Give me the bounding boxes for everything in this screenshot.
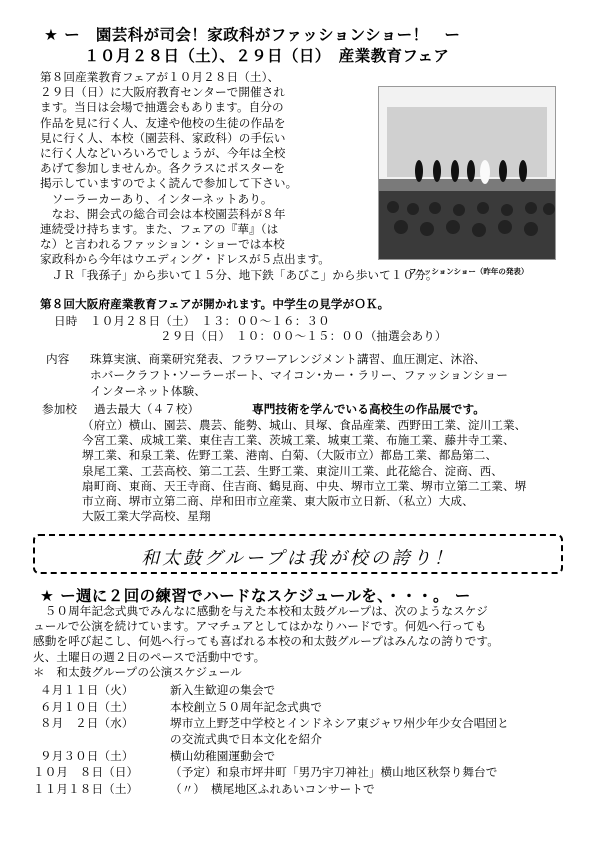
article2-body (33, 604, 499, 665)
article1-line: ます。当日は会場で抽選会もあります。自分の (40, 100, 284, 115)
event-date: １１月１８日（土） (33, 782, 139, 796)
article2-headline: ★ ー週に２回の練習でハードなスケジュールを、・・・。 ー (40, 587, 471, 605)
school-line: 扇町商、東商、天王寺商、住吉商、鶴見商、中央、堺市立工業、堺市立第二工業、堺 (82, 478, 527, 493)
article1-line: 第８回産業教育フェアが１０月２８日（土）、 (40, 70, 280, 84)
school-line: 今宮工業、成城工業、東住吉工業、茨城工業、城東工業、布施工業、藤井寺工業、 (82, 433, 515, 448)
school-line: 泉尾工業、工芸高校、第二工芸、生野工業、東淀川工業、此花総合、淀商、西、 (82, 463, 503, 478)
taiko-banner (33, 534, 563, 574)
event-text: 堺市立上野芝中学校とインドネシア東ジャワ州少年少女合唱団と (170, 716, 509, 730)
event-date: ８月 ２日（水） (40, 716, 134, 730)
content-label: 内容 (46, 352, 70, 366)
article1-line: 掲示していますのでよく読んで参加して下さい。 (40, 176, 298, 191)
content-line: インターネット体験、 (90, 384, 206, 398)
article2-line: ５０周年記念式典でみんなに感動を与えた本校和太鼓グループは、次のようなスケジ (33, 604, 488, 618)
event-text: 横山幼稚園運動会で (170, 749, 276, 763)
content-line: 珠算実演、商業研究発表、フラワーアレンジメント講習、血圧測定、沐浴、 (90, 352, 486, 366)
content-line: ホバークラフト･ソーラーボート、マイコン･カー・ラリー、ファッションショー (90, 368, 508, 382)
school-line: 堺工業、和泉工業、佐野工業、港南、白菊、（大阪市立）都島工業、都島第二、 (82, 448, 498, 463)
article1-line: に行く人などいろいろでしょうが、今年は全校 (40, 146, 286, 161)
school-line: 市立商、堺市立第二商、岸和田市立産業、東大阪市立日新、（私立）大成、 (82, 494, 474, 509)
invite-text: 第８回大阪府産業教育フェアが開かれます。中学生の見学がＯＫ。 (40, 297, 390, 311)
event-date: １０月 ８日（日） (33, 765, 139, 779)
event-text: （予定）和泉市坪井町「男乃宇刀神社」横山地区秋祭り舞台で (170, 765, 498, 779)
schedule-day2: ２９日（日） １０：００～１５：００（抽選会あり） (160, 329, 447, 343)
article2-line: 火、土曜日の週２日のペースで活動中です。 (33, 649, 266, 664)
fashion-show-photo (378, 86, 556, 260)
article1-line: ソーラーカーあり、インターネットあり。 (40, 191, 273, 206)
school-line: 大阪工業大学高校、星翔 (82, 509, 211, 524)
event-text-continued: の交流式典で日本文化を紹介 (170, 732, 323, 746)
article1-line: 見に行く人、本校（園芸科、家政科）の手伝い (40, 130, 286, 145)
photo-caption: ファッションショー（昨年の発表） (409, 267, 529, 276)
event-date: ４月１１日（火） (40, 683, 134, 697)
event-text: 新入生歓迎の集会で (170, 683, 276, 697)
article1-line: 連続受け持ちます。また、フェアの『華』（は (40, 222, 279, 237)
event-text: 本校創立５０周年記念式典で (170, 700, 323, 714)
article1-line: な）と言われるファッション・ショーでは本校 (40, 237, 285, 252)
schools-highlight: 専門技術を学んでいる高校生の作品展です。 (252, 402, 485, 416)
fashion-show-illustration (379, 87, 555, 259)
article2-line: 感動を呼び起こし、何処へ行っても喜ばれる本校の和太鼓グループはみんなの誇りです。 (33, 634, 499, 649)
article1-line: ＪＲ「我孫子」から歩いて１５分、地下鉄「あびこ」から歩いて１０分。 (40, 267, 438, 282)
article1-line: なお、開会式の総合司会は本校園芸科が８年 (40, 206, 286, 221)
schools-label: 参加校 (42, 402, 78, 416)
schedule-label: 日時 (54, 314, 78, 328)
school-line: （府立）横山、園芸、農芸、能勢、城山、貝塚、食品産業、西野田工業、淀川工業、 (82, 418, 527, 432)
schools-list (82, 418, 526, 524)
schedule-day1: １０月２８日（土） １３：００～１６：３０ (90, 314, 330, 328)
event-date: ９月３０日（土） (40, 749, 134, 763)
article1-line: 家政科から今年はウエディング・ドレスが５点出ます。 (40, 252, 330, 267)
event-text: （〃） 横尾地区ふれあいコンサートで (170, 782, 375, 796)
article1-line: 作品を見に行く人、友達や他校の生徒の作品を (40, 115, 286, 130)
article2-line: ュールで公演を続けています。アマチュアとしてはかなりハードです。何処へ行っても (33, 619, 487, 634)
schedule-list-title: ＊ 和太鼓グループの公演スケジュール (33, 665, 242, 679)
headline-line1: ★ ー 園芸科が司会！家政科がファッションショー！ ー (44, 26, 461, 44)
headline-line2: １０月２８日（土）、２９日（日） 産業教育フェア (84, 47, 450, 65)
banner-text: 和太鼓グループは我が校の誇り！ (141, 548, 455, 569)
event-date: ６月１０日（土） (40, 700, 134, 714)
article1-line: あげて参加しませんか。各クラスにポスターを (40, 161, 286, 176)
schools-count: 過去最大（４７校） (94, 402, 200, 416)
article1-line: ２９日（日）に大阪府教育センターで開催され (40, 85, 286, 100)
